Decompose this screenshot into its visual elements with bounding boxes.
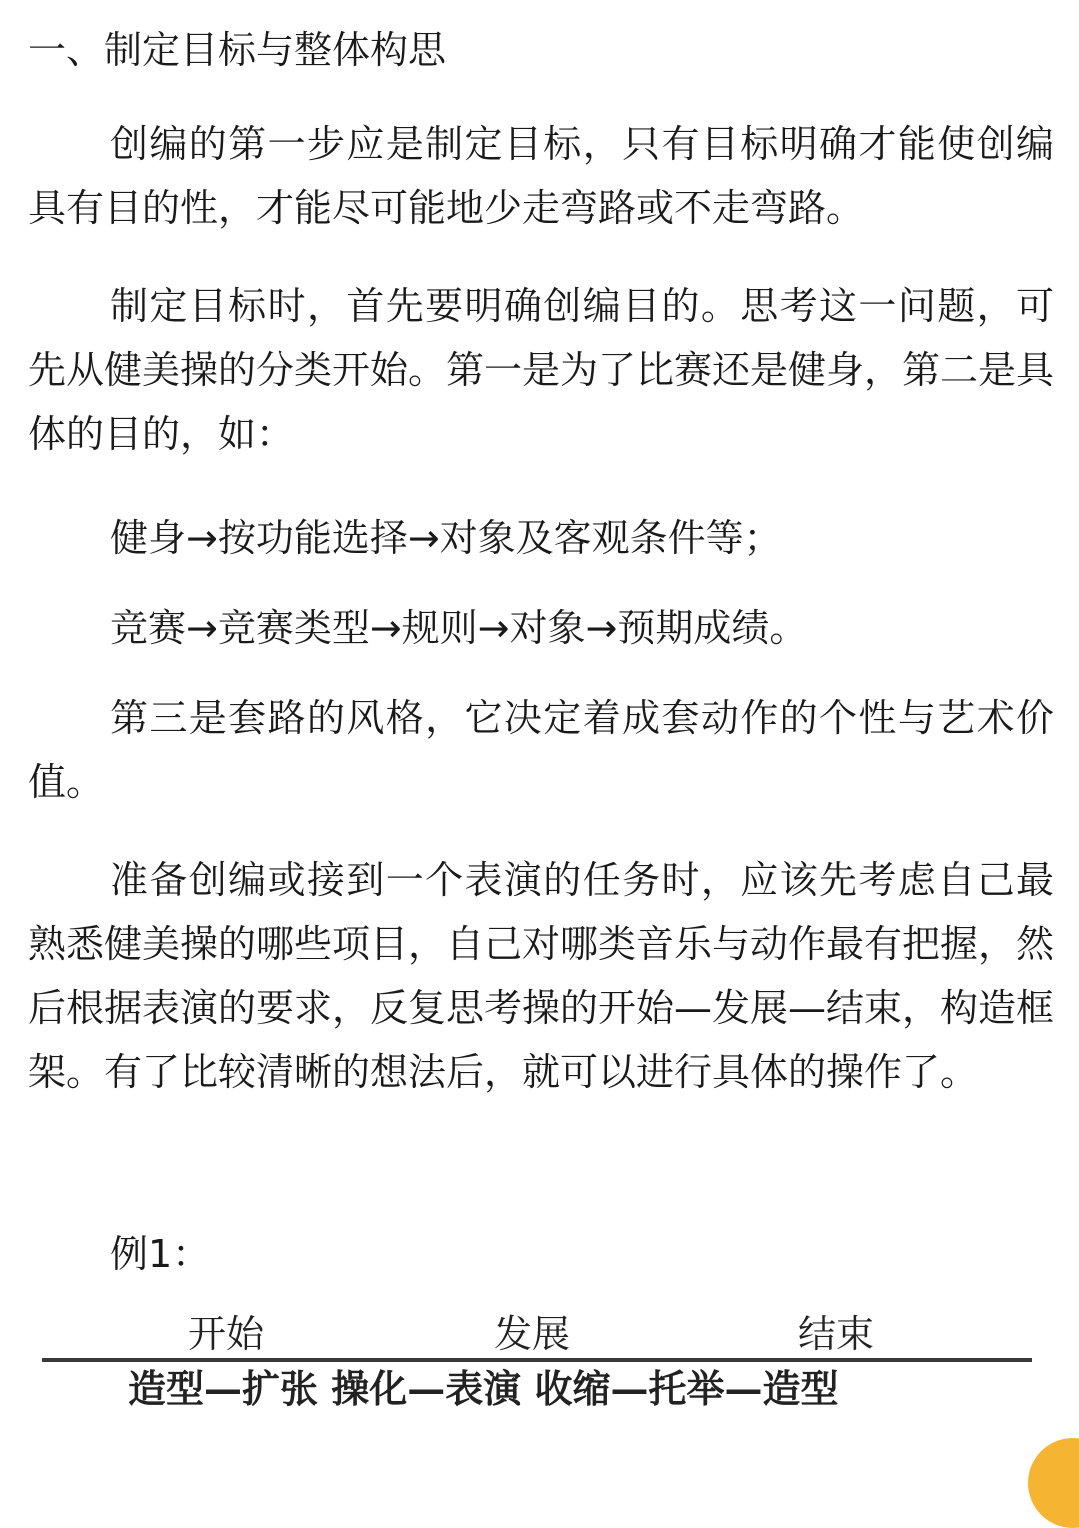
- paragraph-purpose: 制定目标时，首先要明确创编目的。思考这一问题，可先从健美操的分类开始。第一是为了比赛还是健身，第二是具体的目的，如：: [28, 284, 1055, 456]
- corner-badge-icon[interactable]: [1028, 1438, 1079, 1528]
- example-label: 例1：: [110, 1232, 211, 1276]
- paragraph-goal-setting: 创编的第一步应是制定目标，只有目标明确才能使创编具有目的性，才能尽可能地少走弯路或不走弯路。: [28, 122, 1054, 230]
- diagram-stage-start: 开始: [188, 1312, 265, 1356]
- paragraph-style: 第三是套路的风格，它决定着成套动作的个性与艺术价值。: [28, 696, 1054, 804]
- diagram-stage-development: 发展: [494, 1312, 571, 1356]
- diagram-divider: [42, 1358, 1032, 1362]
- section-heading: 一、制定目标与整体构思: [28, 28, 447, 72]
- flow-competition: 竞赛→竞赛类型→规则→对象→预期成绩。: [110, 606, 808, 650]
- diagram-stage-end: 结束: [798, 1312, 875, 1356]
- diagram-steps: 造型—扩张 操化—表演 收缩—托举—造型: [128, 1366, 839, 1411]
- paragraph-performance: 准备创编或接到一个表演的任务时，应该先考虑自己最熟悉健美操的哪些项目，自己对哪类音乐与动作最有把握，然后根据表演的要求，反复思考操的开始—发展—结束，构造框架。有了比较清晰的想法后，就可以进行具体的操作了。: [28, 858, 1055, 1094]
- flow-fitness: 健身→按功能选择→对象及客观条件等；: [110, 516, 782, 560]
